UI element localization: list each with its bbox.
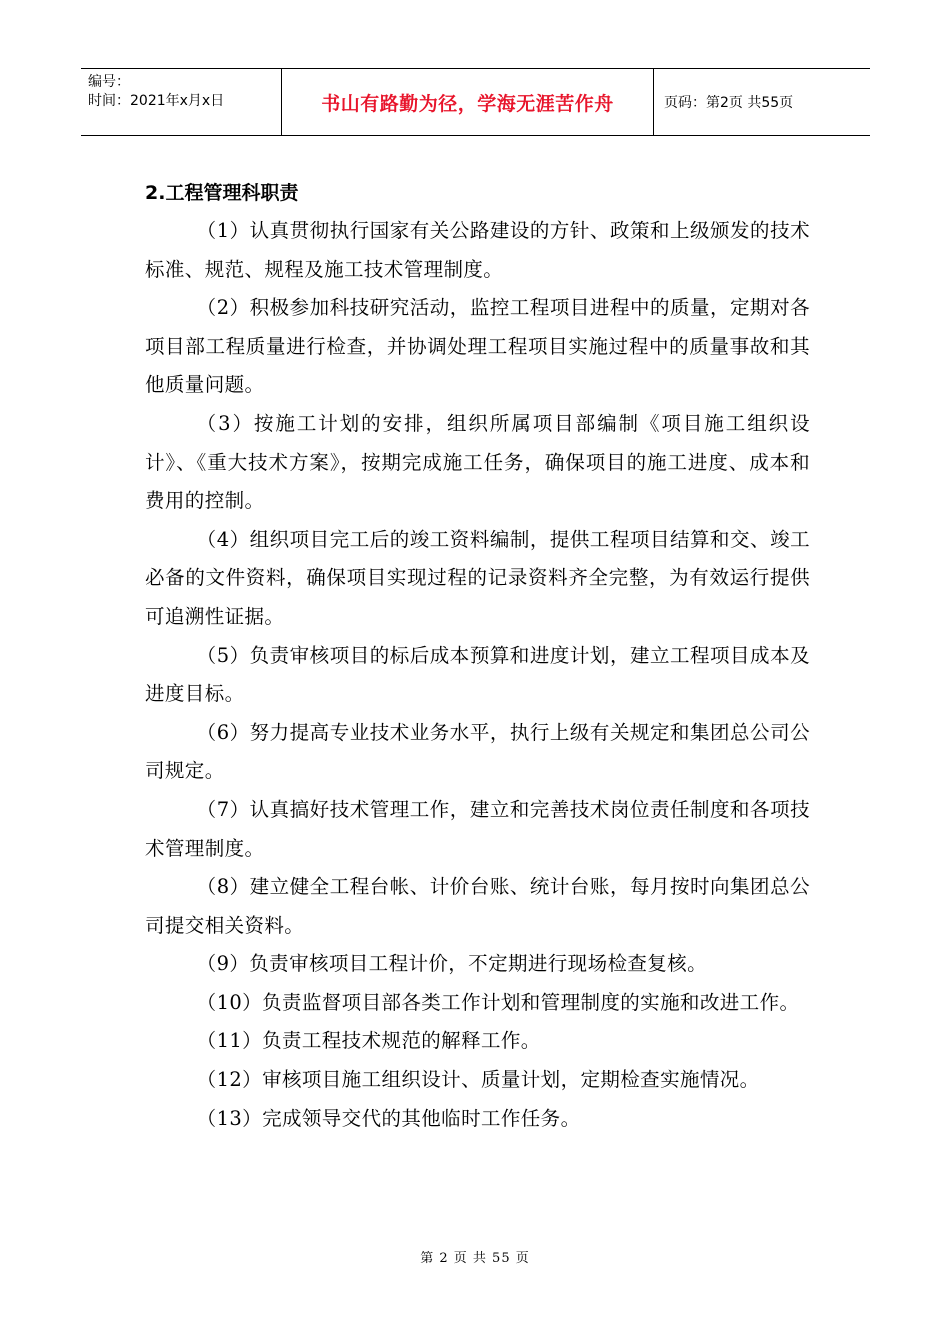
header-motto-cell (282, 69, 654, 135)
page-info: 页码：第2页 共55页 (664, 95, 794, 111)
paragraph-11: （11）负责工程技术规范的解释工作。 (196, 1029, 541, 1053)
section-title: 2.工程管理科职责 (145, 182, 299, 204)
paragraph-6: （6）努力提高专业技术业务水平，执行上级有关规定和集团总公司公司规定。 (145, 720, 810, 783)
paragraph-1: （1）认真贯彻执行国家有关公路建设的方针、政策和上级颁发的技术标准、规范、规程及施工技术管理制度。 (145, 219, 810, 281)
paragraph-5: （5）负责审核项目的标后成本预算和进度计划，建立工程项目成本及进度目标。 (145, 643, 810, 706)
paragraph-8: （8）建立健全工程台帐、计价台账、统计台账，每月按时向集团总公司提交相关资料。 (145, 875, 810, 937)
paragraph-12: （12）审核项目施工组织设计、质量计划，定期检查实施情况。 (196, 1068, 760, 1092)
date-label: 时间：2021年x月x日 (88, 93, 225, 109)
paragraph-7: （7）认真搞好技术管理工作，建立和完善技术岗位责任制度和各项技术管理制度。 (145, 797, 810, 860)
paragraph-10: （10）负责监督项目部各类工作计划和管理制度的实施和改进工作。 (196, 990, 800, 1014)
header-page-cell (654, 69, 870, 135)
paragraph-3: （3）按施工计划的安排，组织所属项目部编制《项目施工组织设计》、《重大技术方案》，按期完成施工任务，确保项目的施工进度、成本和费用的控制。 (145, 411, 810, 513)
paragraph-13: （13）完成领导交代的其他临时工作任务。 (196, 1106, 581, 1130)
header-left-cell (81, 69, 282, 135)
document-body (145, 174, 810, 1138)
paragraph-2: （2）积极参加科技研究活动，监控工程项目进程中的质量，定期对各项目部工程质量进行检查，并协调处理工程项目实施过程中的质量事故和其他质量问题。 (145, 296, 810, 397)
paragraph-4: （4）组织项目完工后的竣工资料编制，提供工程项目结算和交、竣工必备的文件资料，确保项目实现过程的记录资料齐全完整，为有效运行提供可追溯性证据。 (145, 527, 810, 628)
page-footer: 第 2 页 共 55 页 (420, 1251, 530, 1266)
paragraph-9: （9）负责审核项目工程计价，不定期进行现场检查复核。 (196, 952, 707, 976)
motto-text: 书山有路勤为径，学海无涯苦作舟 (321, 92, 614, 115)
header-table (81, 68, 870, 136)
number-label: 编号： (88, 74, 130, 90)
